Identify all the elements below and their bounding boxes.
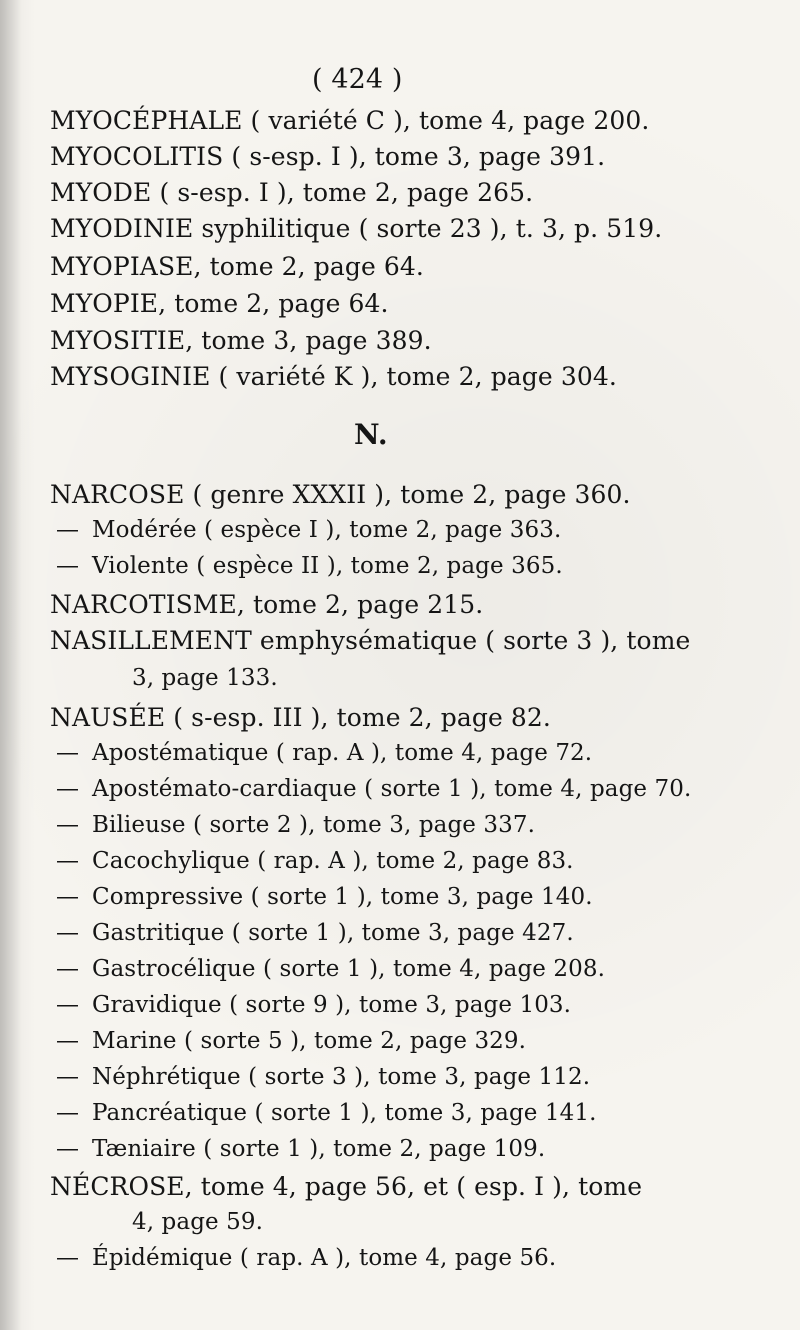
dash-mark: —	[56, 553, 80, 579]
index-subentry	[56, 519, 561, 542]
subentry-text: Épidémique ( rap. A ), tome 4, page 56.	[92, 1245, 557, 1271]
index-entry: MYOCOLITIS ( s-esp. I ), tome 3, page 391.	[50, 142, 606, 171]
subentry-text: Pancréatique ( sorte 1 ), tome 3, page 141.	[92, 1100, 597, 1126]
subentry-text: Violente ( espèce II ), tome 2, page 365.	[92, 553, 563, 579]
dash-mark: —	[56, 1028, 80, 1054]
index-entry-continuation: 4, page 59.	[132, 1209, 264, 1235]
subentry-text: Apostémato-cardiaque ( sorte 1 ), tome 4, page 70.	[92, 776, 692, 802]
dash-mark: —	[56, 956, 80, 982]
dash-mark: —	[56, 1064, 80, 1090]
index-entry: NAUSÉE ( s-esp. III ), tome 2, page 82.	[50, 703, 551, 732]
dash-mark: —	[56, 517, 80, 543]
section-letter: N.	[354, 418, 388, 451]
index-subentry	[56, 1102, 597, 1125]
index-subentry	[56, 814, 535, 837]
dash-mark: —	[56, 884, 80, 910]
index-entry: MYOPIE, tome 2, page 64.	[50, 289, 389, 318]
dash-mark: —	[56, 1245, 80, 1271]
subentry-text: Gastritique ( sorte 1 ), tome 3, page 427.	[92, 920, 574, 946]
dash-mark: —	[56, 920, 80, 946]
dash-mark: —	[56, 812, 80, 838]
index-subentry	[56, 778, 691, 801]
index-subentry	[56, 922, 574, 945]
binding-shadow	[0, 0, 22, 1330]
dash-mark: —	[56, 776, 80, 802]
subentry-text: Modérée ( espèce I ), tome 2, page 363.	[92, 517, 562, 543]
index-entry: NÉCROSE, tome 4, page 56, et ( esp. I ), tome	[50, 1172, 643, 1201]
subentry-text: Marine ( sorte 5 ), tome 2, page 329.	[92, 1028, 527, 1054]
index-entry: MYOPIASE, tome 2, page 64.	[50, 252, 424, 281]
dash-mark: —	[56, 740, 80, 766]
index-subentry	[56, 555, 563, 578]
index-subentry	[56, 1030, 526, 1053]
dash-mark: —	[56, 1100, 80, 1126]
subentry-text: Gravidique ( sorte 9 ), tome 3, page 103.	[92, 992, 572, 1018]
index-entry: MYOSITIE, tome 3, page 389.	[50, 326, 432, 355]
index-subentry	[56, 1247, 556, 1270]
index-subentry	[56, 958, 605, 981]
index-entry: MYODINIE syphilitique ( sorte 23 ), t. 3, p. 519.	[50, 214, 663, 243]
subentry-text: Bilieuse ( sorte 2 ), tome 3, page 337.	[92, 812, 536, 838]
index-entry-continuation: 3, page 133.	[132, 665, 278, 691]
subentry-text: Cacochylique ( rap. A ), tome 2, page 83.	[92, 848, 574, 874]
index-subentry	[56, 994, 571, 1017]
dash-mark: —	[56, 848, 80, 874]
index-entry: MYSOGINIE ( variété K ), tome 2, page 304.	[50, 362, 617, 391]
subentry-text: Tæniaire ( sorte 1 ), tome 2, page 109.	[92, 1136, 546, 1162]
page-number: ( 424 )	[312, 64, 403, 95]
dash-mark: —	[56, 1136, 80, 1162]
subentry-text: Gastrocélique ( sorte 1 ), tome 4, page 208.	[92, 956, 606, 982]
index-subentry	[56, 742, 592, 765]
index-subentry	[56, 850, 574, 873]
index-entry: MYOCÉPHALE ( variété C ), tome 4, page 200.	[50, 106, 650, 135]
index-entry: NARCOTISME, tome 2, page 215.	[50, 590, 484, 619]
subentry-text: Compressive ( sorte 1 ), tome 3, page 140.	[92, 884, 593, 910]
index-subentry	[56, 1066, 590, 1089]
subentry-text: Apostématique ( rap. A ), tome 4, page 72.	[92, 740, 593, 766]
index-subentry	[56, 886, 593, 909]
index-entry: MYODE ( s-esp. I ), tome 2, page 265.	[50, 178, 534, 207]
dash-mark: —	[56, 992, 80, 1018]
subentry-text: Néphrétique ( sorte 3 ), tome 3, page 112.	[92, 1064, 591, 1090]
index-entry: NARCOSE ( genre XXXII ), tome 2, page 360.	[50, 480, 631, 509]
index-entry: NASILLEMENT emphysématique ( sorte 3 ), tome	[50, 626, 691, 655]
index-subentry	[56, 1138, 545, 1161]
